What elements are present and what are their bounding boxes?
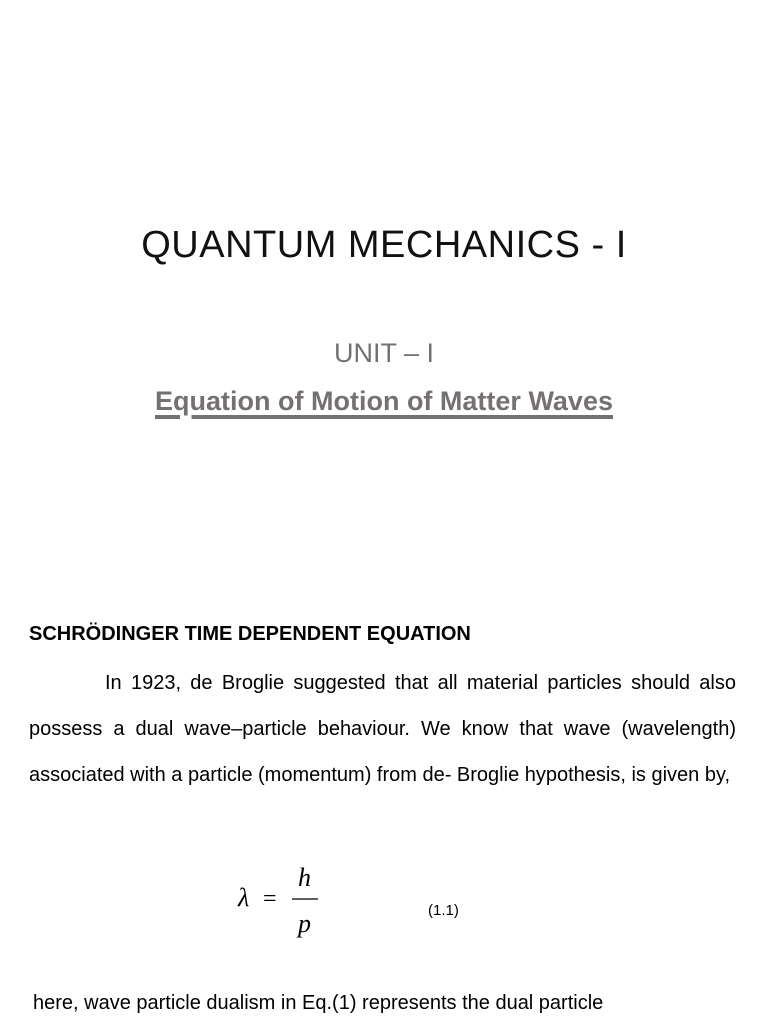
subtitle-text: Equation of Motion of Matter Waves: [155, 386, 613, 416]
section-heading: SCHRÖDINGER TIME DEPENDENT EQUATION: [29, 623, 471, 645]
equation-lambda: λ: [238, 883, 250, 912]
equation-numerator: h: [298, 866, 311, 892]
paragraph-text: In 1923, de Broglie suggested that all material particles should also possess a dual wave–particle behaviour. We know that wave (wavelength) associated with a particle (momentum) from de- Broglie hypothesis, is given by,: [29, 672, 736, 786]
equation-equals: =: [263, 886, 277, 912]
de-broglie-equation: [236, 866, 326, 942]
document-subtitle: [0, 384, 768, 418]
continuation-text: here, wave particle dualism in Eq.(1) represents the dual particle: [33, 992, 604, 1014]
body-paragraph: [29, 660, 736, 798]
document-title: QUANTUM MECHANICS - I: [141, 224, 627, 266]
unit-label: UNIT – I: [333, 338, 435, 368]
equation-number: (1.1): [428, 902, 459, 919]
equation-denominator: p: [298, 909, 311, 938]
